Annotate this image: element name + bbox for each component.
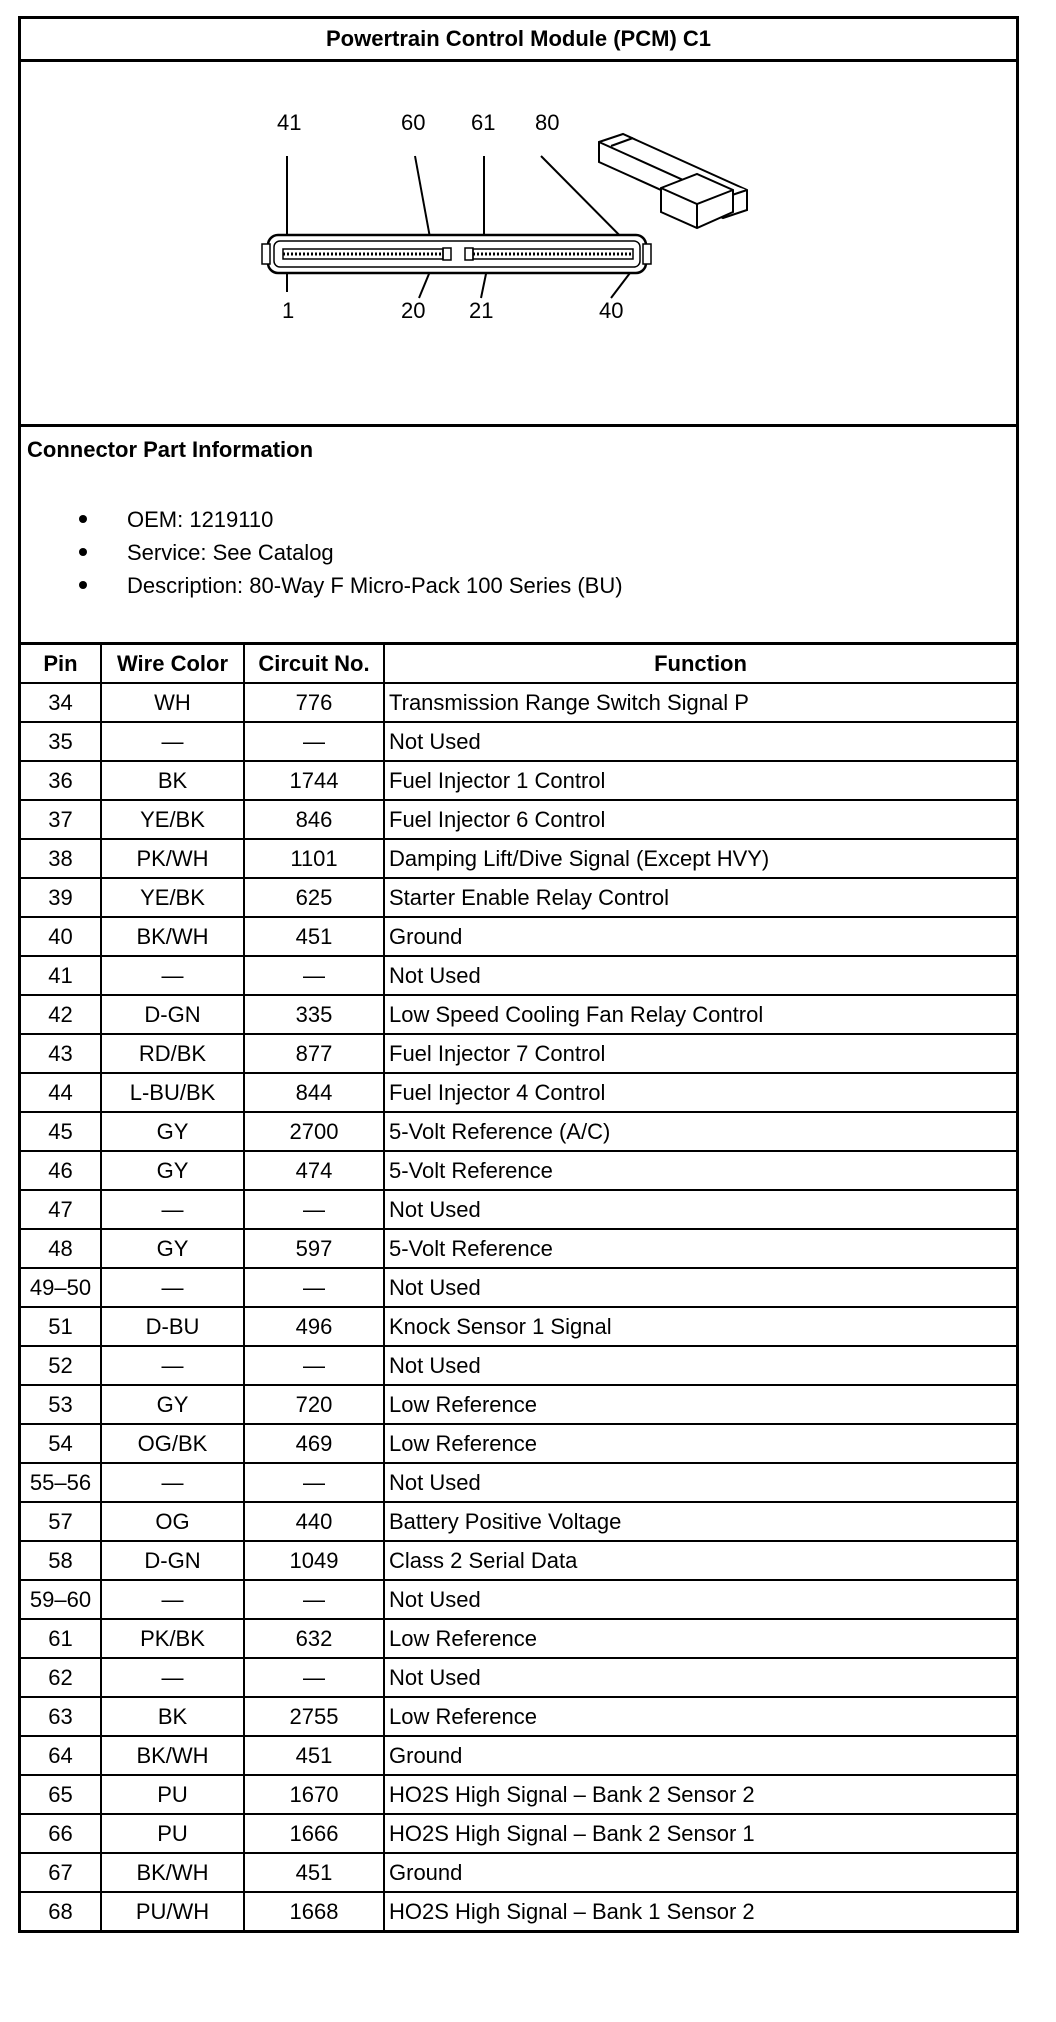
circuit-no-cell: 844 [244,1073,384,1112]
table-header-row [21,645,1016,683]
table-row [21,1268,1016,1307]
function-cell: Damping Lift/Dive Signal (Except HVY) [384,839,1016,878]
circuit-no-cell: 451 [244,917,384,956]
wire-color-cell: D-BU [101,1307,244,1346]
function-cell: Not Used [384,1190,1016,1229]
table-row [21,1307,1016,1346]
table-row [21,1151,1016,1190]
function-cell: Fuel Injector 4 Control [384,1073,1016,1112]
pin-label-61: 61 [471,110,496,135]
function-cell: Fuel Injector 7 Control [384,1034,1016,1073]
circuit-no-cell: 2700 [244,1112,384,1151]
function-cell: Fuel Injector 1 Control [384,761,1016,800]
pin-cell: 42 [21,995,101,1034]
table-body [21,683,1016,1930]
wire-color-cell: L-BU/BK [101,1073,244,1112]
wire-color-cell: RD/BK [101,1034,244,1073]
pin-cell: 49–50 [21,1268,101,1307]
pin-cell: 35 [21,722,101,761]
circuit-no-cell: — [244,722,384,761]
function-cell: HO2S High Signal – Bank 2 Sensor 2 [384,1775,1016,1814]
header-pin: Pin [21,645,101,683]
pin-cell: 44 [21,1073,101,1112]
connector-body [262,235,651,273]
table-row [21,1502,1016,1541]
pin-cell: 51 [21,1307,101,1346]
function-cell: Ground [384,917,1016,956]
circuit-no-cell: 597 [244,1229,384,1268]
function-cell: Ground [384,1736,1016,1775]
table-row [21,1541,1016,1580]
connector-shell [599,134,747,228]
function-cell: Not Used [384,1580,1016,1619]
table-row [21,1190,1016,1229]
pin-cell: 59–60 [21,1580,101,1619]
wire-color-cell: — [101,956,244,995]
wire-color-cell: PK/BK [101,1619,244,1658]
function-cell: Battery Positive Voltage [384,1502,1016,1541]
circuit-no-cell: 846 [244,800,384,839]
function-cell: Ground [384,1853,1016,1892]
pin-cell: 40 [21,917,101,956]
connector-info-heading: Connector Part Information [27,437,314,462]
wire-color-cell: BK/WH [101,917,244,956]
pin-cell: 52 [21,1346,101,1385]
pin-cell: 38 [21,839,101,878]
pin-cell: 45 [21,1112,101,1151]
table-row [21,917,1016,956]
pin-cell: 62 [21,1658,101,1697]
table-row [21,1697,1016,1736]
function-cell: Not Used [384,956,1016,995]
function-cell: Low Speed Cooling Fan Relay Control [384,995,1016,1034]
pinout-table [21,645,1016,1930]
pin-label-1: 1 [282,298,295,323]
table-row [21,1736,1016,1775]
pin-label-80: 80 [535,110,560,135]
pin-cell: 46 [21,1151,101,1190]
wire-color-cell: GY [101,1385,244,1424]
table-row [21,800,1016,839]
circuit-no-cell: — [244,1463,384,1502]
pin-cell: 66 [21,1814,101,1853]
circuit-no-cell: — [244,1190,384,1229]
circuit-no-cell: 474 [244,1151,384,1190]
pin-cell: 64 [21,1736,101,1775]
function-cell: Not Used [384,1658,1016,1697]
table-row [21,1385,1016,1424]
pin-leader-lines [287,156,638,298]
wire-color-cell: OG/BK [101,1424,244,1463]
table-row [21,722,1016,761]
wire-color-cell: — [101,1580,244,1619]
table-row [21,1619,1016,1658]
table-row [21,1112,1016,1151]
pin-cell: 63 [21,1697,101,1736]
circuit-no-cell: 335 [244,995,384,1034]
pin-label-20: 20 [401,298,426,323]
wire-color-cell: OG [101,1502,244,1541]
function-cell: Low Reference [384,1697,1016,1736]
pin-cell: 34 [21,683,101,722]
circuit-no-cell: — [244,1346,384,1385]
pin-cell: 67 [21,1853,101,1892]
circuit-no-cell: 440 [244,1502,384,1541]
table-row [21,1892,1016,1930]
circuit-no-cell: 720 [244,1385,384,1424]
wire-color-cell: BK/WH [101,1853,244,1892]
table-row [21,1424,1016,1463]
circuit-no-cell: — [244,956,384,995]
wire-color-cell: GY [101,1112,244,1151]
bullet-icon [79,548,87,556]
wire-color-cell: PU [101,1775,244,1814]
wire-color-cell: — [101,1190,244,1229]
function-cell: Starter Enable Relay Control [384,878,1016,917]
function-cell: 5-Volt Reference [384,1151,1016,1190]
pin-cell: 41 [21,956,101,995]
pin-cell: 39 [21,878,101,917]
function-cell: Fuel Injector 6 Control [384,800,1016,839]
circuit-no-cell: 496 [244,1307,384,1346]
function-cell: HO2S High Signal – Bank 1 Sensor 2 [384,1892,1016,1930]
circuit-no-cell: 469 [244,1424,384,1463]
connector-diagram-svg [21,62,1016,424]
function-cell: HO2S High Signal – Bank 2 Sensor 1 [384,1814,1016,1853]
table-row [21,1814,1016,1853]
function-cell: Low Reference [384,1424,1016,1463]
function-cell: Low Reference [384,1385,1016,1424]
circuit-no-cell: 451 [244,1736,384,1775]
info-item-service: Service: See Catalog [21,536,623,569]
table-row [21,878,1016,917]
pin-cell: 55–56 [21,1463,101,1502]
connector-document [18,16,1019,1933]
circuit-no-cell: 2755 [244,1697,384,1736]
pin-cell: 53 [21,1385,101,1424]
function-cell: Knock Sensor 1 Signal [384,1307,1016,1346]
table-row [21,1229,1016,1268]
table-row [21,1073,1016,1112]
table-row [21,1034,1016,1073]
function-cell: Class 2 Serial Data [384,1541,1016,1580]
wire-color-cell: GY [101,1229,244,1268]
pin-cell: 43 [21,1034,101,1073]
wire-color-cell: — [101,1463,244,1502]
circuit-no-cell: 1049 [244,1541,384,1580]
wire-color-cell: YE/BK [101,800,244,839]
table-row [21,1463,1016,1502]
info-item-oem: OEM: 1219110 [21,503,623,536]
circuit-no-cell: 1670 [244,1775,384,1814]
pin-cell: 65 [21,1775,101,1814]
function-cell: Not Used [384,1346,1016,1385]
table-row [21,1580,1016,1619]
bullet-icon [79,515,87,523]
table-row [21,995,1016,1034]
pin-label-21: 21 [469,298,494,323]
function-cell: 5-Volt Reference (A/C) [384,1112,1016,1151]
wire-color-cell: — [101,1268,244,1307]
header-function: Function [384,645,1016,683]
function-cell: Not Used [384,1463,1016,1502]
circuit-no-cell: 1668 [244,1892,384,1930]
pin-cell: 54 [21,1424,101,1463]
table-row [21,1346,1016,1385]
wire-color-cell: PK/WH [101,839,244,878]
wire-color-cell: D-GN [101,1541,244,1580]
function-cell: Low Reference [384,1619,1016,1658]
circuit-no-cell: 1666 [244,1814,384,1853]
table-row [21,839,1016,878]
document-title: Powertrain Control Module (PCM) C1 [21,19,1016,62]
circuit-no-cell: 776 [244,683,384,722]
wire-color-cell: YE/BK [101,878,244,917]
connector-diagram [21,62,1016,427]
pin-cell: 58 [21,1541,101,1580]
bullet-icon [79,581,87,589]
function-cell: Not Used [384,1268,1016,1307]
pin-cell: 37 [21,800,101,839]
table-row [21,956,1016,995]
table-row [21,1775,1016,1814]
header-circuit-no: Circuit No. [244,645,384,683]
function-cell: 5-Volt Reference [384,1229,1016,1268]
table-row [21,1658,1016,1697]
circuit-no-cell: 632 [244,1619,384,1658]
connector-part-information [21,427,1016,645]
wire-color-cell: — [101,722,244,761]
header-wire-color: Wire Color [101,645,244,683]
pin-cell: 47 [21,1190,101,1229]
circuit-no-cell: 1744 [244,761,384,800]
info-item-description: Description: 80-Way F Micro-Pack 100 Series (BU) [21,569,623,602]
function-cell: Not Used [384,722,1016,761]
pin-label-40: 40 [599,298,624,323]
wire-color-cell: GY [101,1151,244,1190]
circuit-no-cell: — [244,1268,384,1307]
wire-color-cell: PU [101,1814,244,1853]
wire-color-cell: PU/WH [101,1892,244,1930]
pin-cell: 36 [21,761,101,800]
circuit-no-cell: — [244,1580,384,1619]
pin-cell: 57 [21,1502,101,1541]
wire-color-cell: BK [101,761,244,800]
wire-color-cell: BK/WH [101,1736,244,1775]
pin-label-60: 60 [401,110,426,135]
wire-color-cell: — [101,1346,244,1385]
pin-label-41: 41 [277,110,302,135]
circuit-no-cell: 451 [244,1853,384,1892]
circuit-no-cell: 625 [244,878,384,917]
wire-color-cell: WH [101,683,244,722]
table-row [21,1853,1016,1892]
circuit-no-cell: 1101 [244,839,384,878]
pin-cell: 48 [21,1229,101,1268]
wire-color-cell: D-GN [101,995,244,1034]
table-row [21,761,1016,800]
circuit-no-cell: — [244,1658,384,1697]
pin-cell: 68 [21,1892,101,1930]
wire-color-cell: BK [101,1697,244,1736]
table-row [21,683,1016,722]
function-cell: Transmission Range Switch Signal P [384,683,1016,722]
wire-color-cell: — [101,1658,244,1697]
circuit-no-cell: 877 [244,1034,384,1073]
pin-cell: 61 [21,1619,101,1658]
connector-info-list [21,503,623,602]
